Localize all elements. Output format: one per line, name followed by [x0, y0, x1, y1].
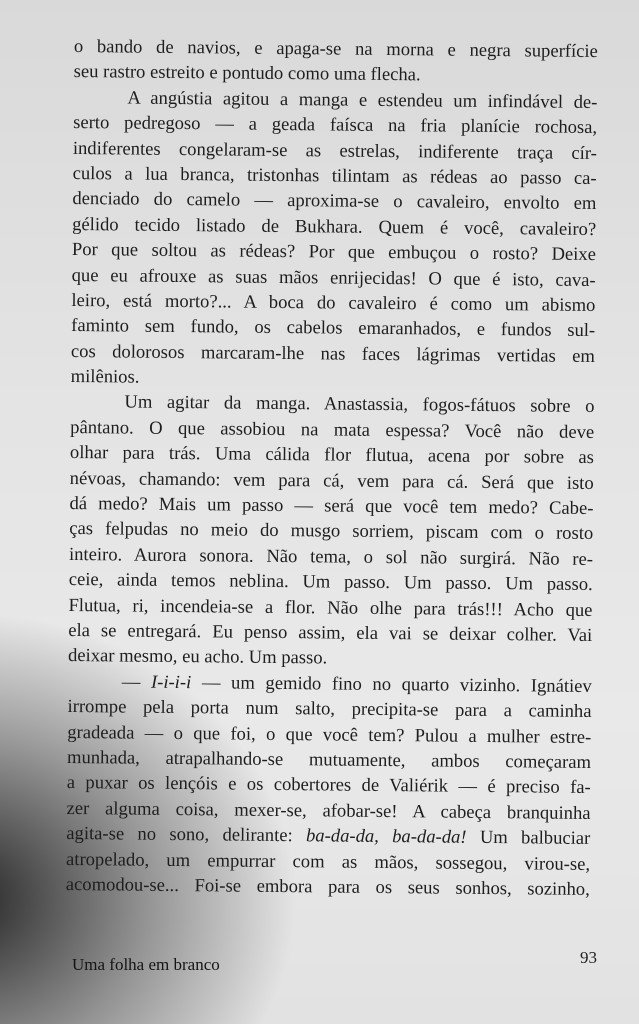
text-line: munhada, atrapalhando-se mutuamente, ambos começaram — [66, 746, 592, 773]
running-footer-title: Uma folha em branco — [72, 955, 220, 974]
text-line: leiro, está morto?... A boca do cavaleiro é como um abismo — [71, 289, 596, 316]
text-line: pântano. O que assobiou na mata espessa? Você não deve — [70, 416, 595, 443]
text-line: ceie, ainda temos neblina. Um passo. Um passo. Um passo. — [68, 569, 593, 596]
text-segment: — — [121, 671, 152, 693]
text-line: ças felpudas no meio do musgo sorriem, piscam com o rosto — [69, 518, 594, 545]
text-line: milênios. — [70, 366, 140, 388]
text-line: deixar mesmo, eu acho. Um passo. — [67, 645, 328, 669]
italic-text: I-i-i-i — [150, 671, 192, 693]
page-number: 93 — [580, 948, 597, 967]
text-line: dá medo? Mais um passo — será que você tem medo? Cabe- — [69, 493, 594, 520]
text-line: indiferentes congelaram-se as estrelas, indiferente traça cír- — [72, 137, 597, 164]
text-segment: agita-se no sono, delirante: — [66, 823, 307, 847]
text-segment: — um gemido fino no quarto vizinho. Ignátiev — [191, 671, 592, 697]
italic-text: ba-da-da, ba-da-da! — [305, 825, 467, 848]
text-line: acomodou-se... Foi-se embora para os seus sonhos, sozinho, — [65, 873, 590, 900]
text-line: atropelado, um empurrar com as mãos, sossegou, virou-se, — [65, 848, 591, 875]
text-line: irrompe pela porta num salto, precipita-se para a caminha — [67, 696, 592, 723]
text-line: A angústia agitou a manga e estendeu um infindável de- — [127, 87, 598, 113]
text-line: cos dolorosos marcaram-lhe nas faces lágrimas vertidas em — [70, 340, 596, 367]
text-line: zer alguma coisa, mexer-se, afobar-se! A cabeça branquinha — [66, 797, 591, 824]
text-line: Um agitar da manga. Anastassia, fogos-fátuos sobre o — [124, 391, 595, 418]
text-line: denciado do camelo — aproxima-se o cavaleiro, envolto em — [72, 188, 597, 215]
text-line: inteiro. Aurora sonora. Não tema, o sol não surgirá. Não re- — [68, 543, 594, 570]
text-line: seu rastro estreito e pontudo como uma flecha. — [73, 61, 421, 86]
text-segment: Um balbuciar — [466, 826, 591, 850]
text-line: faminto sem fundo, os cabelos emaranhados, e fundos sul- — [71, 315, 596, 342]
text-line: que eu afrouxe as suas mãos enrijecidas! O que é isto, cava- — [71, 264, 596, 291]
text-line: Por que soltou as rédeas? Por que embuçou o rosto? Deixe — [71, 239, 597, 266]
text-line: névoas, chamando: vem para cá, vem para cá. Será que isto — [69, 467, 594, 494]
text-line: Flutua, ri, incendeia-se a flor. Não olhe para trás!!! Acho que — [68, 594, 593, 621]
text-line: ela se entregará. Eu penso assim, ela vai se deixar colher. Vai — [68, 619, 593, 646]
text-line: culos a lua branca, tristonhas tilintam as rédeas ao passo ca- — [72, 162, 597, 189]
text-line: serto pedregoso — a geada faísca na fria planície rochosa, — [73, 112, 598, 139]
text-line: gélido tecido listado de Bukhara. Quem é você, cavaleiro? — [72, 213, 597, 240]
text-line: o bando de navios, e apaga-se na morna e negra superfície — [73, 35, 598, 63]
text-line: olhar para trás. Uma cálida flor flutua, acena por sobre as — [69, 442, 595, 469]
text-line: a puxar os lençóis e os cobertores de Valiérik — é preciso fa- — [66, 772, 591, 799]
book-page-text — [66, 34, 598, 902]
text-line: gradeada — o que foi, o que você tem? Pulou a mulher estre- — [67, 721, 592, 748]
